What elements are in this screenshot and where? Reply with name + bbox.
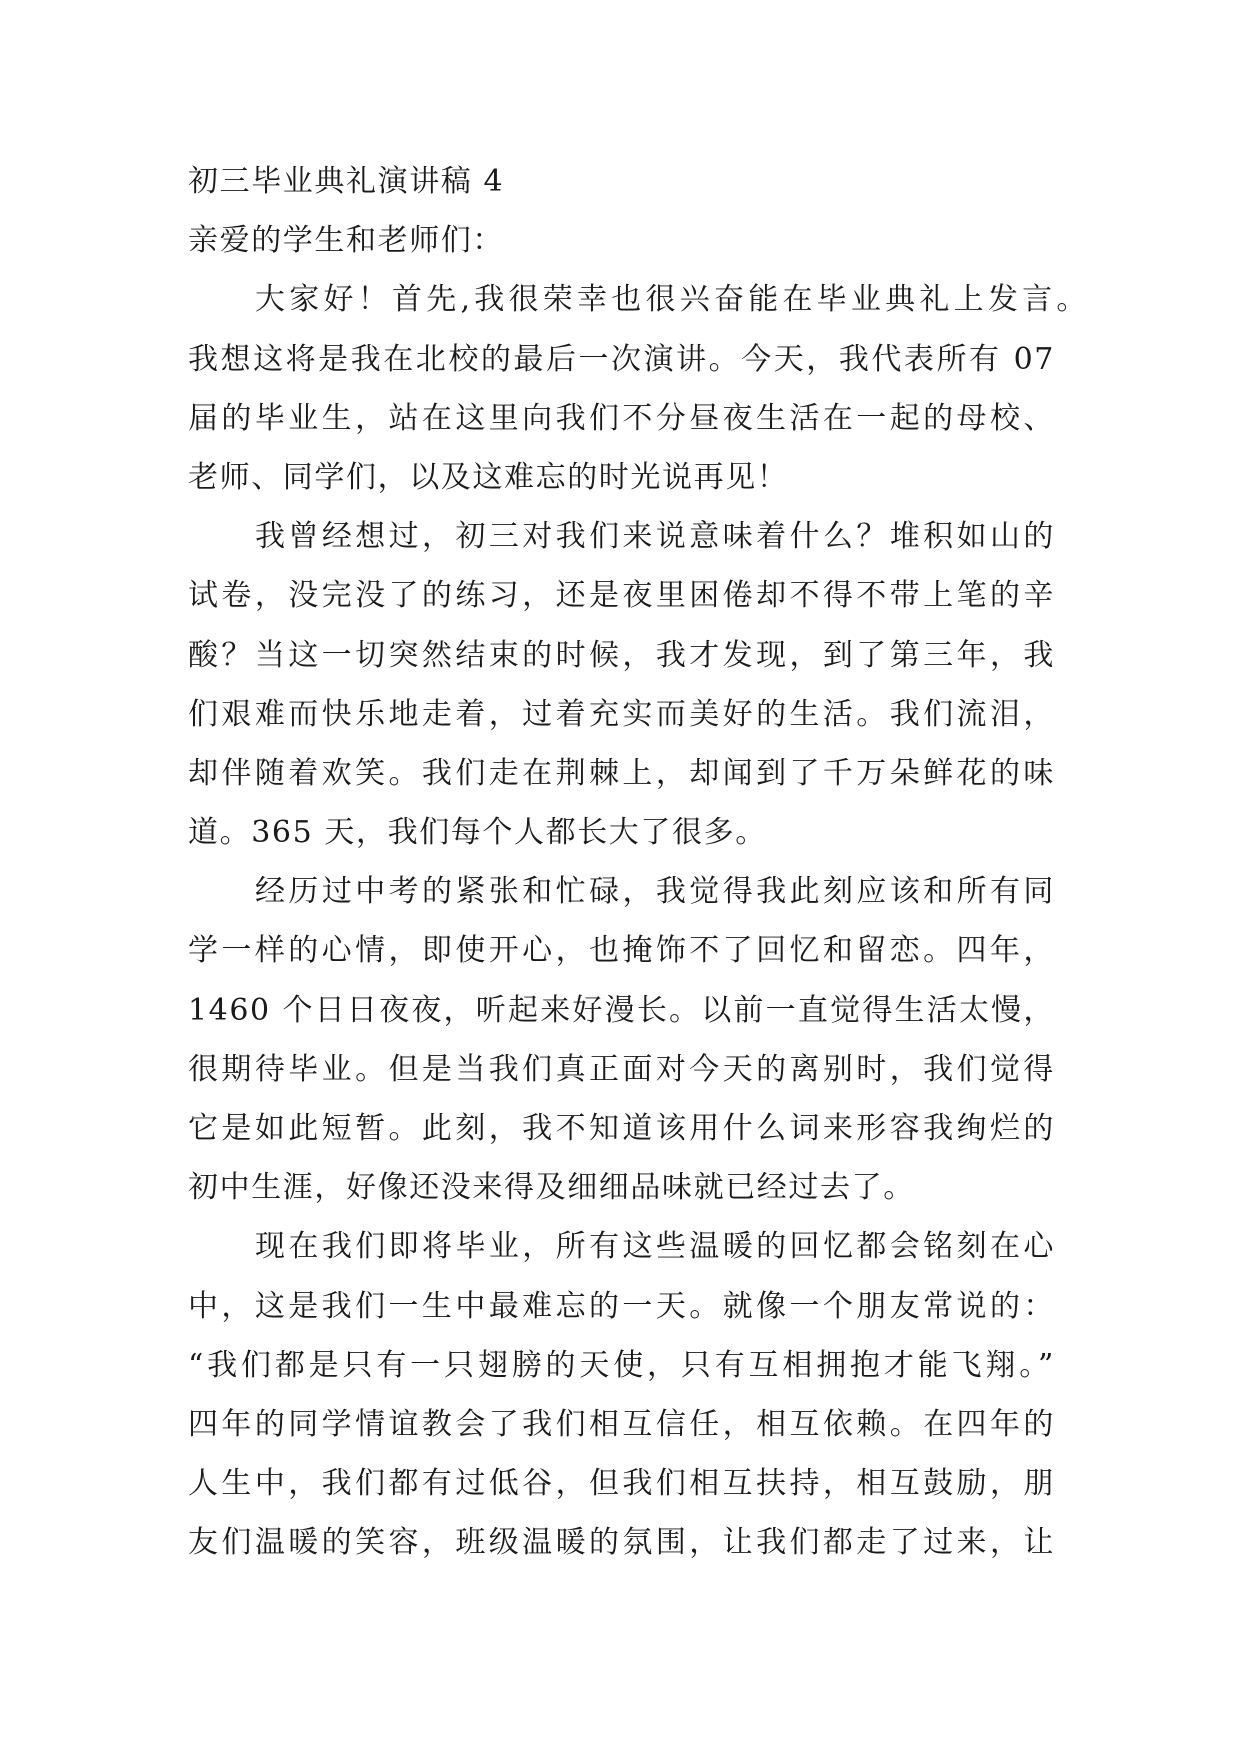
document-title: 初三毕业典礼演讲稿 4	[188, 164, 505, 199]
paragraph-line: 大家好！首先,我很荣幸也很兴奋能在毕业典礼上发言。	[255, 282, 1088, 318]
paragraph-line: 友们温暖的笑容，班级温暖的氛围，让我们都走了过来，让	[188, 1525, 1055, 1561]
salutation: 亲爱的学生和老师们：	[188, 223, 504, 259]
paragraph-line: 试卷，没完没了的练习，还是夜里困倦却不得不带上笔的辛	[188, 578, 1055, 614]
paragraph	[188, 507, 1055, 862]
paragraph-line: 1460 个日日夜夜，听起来好漫长。以前一直觉得生活太慢，	[188, 992, 1055, 1028]
paragraph-line: 届的毕业生，站在这里向我们不分昼夜生活在一起的母校、	[188, 400, 1055, 436]
paragraph-line: 我曾经想过，初三对我们来说意味着什么？堆积如山的	[255, 519, 1055, 555]
document-body	[188, 152, 1088, 1573]
paragraph-line: 酸？当这一切突然结束的时候，我才发现，到了第三年，我	[188, 637, 1055, 673]
paragraph-line: 老师、同学们，以及这难忘的时光说再见！	[188, 459, 789, 495]
paragraph-line: 人生中，我们都有过低谷，但我们相互扶持，相互鼓励，朋	[188, 1466, 1055, 1502]
paragraph	[188, 862, 1055, 1217]
paragraph-line: 它是如此短暂。此刻，我不知道该用什么词来形容我绚烂的	[188, 1111, 1055, 1146]
paragraph-line: 经历过中考的紧张和忙碌，我觉得我此刻应该和所有同	[255, 874, 1055, 910]
paragraph-line: 四年的同学情谊教会了我们相互信任，相互依赖。在四年的	[188, 1406, 1055, 1442]
paragraph-line: 现在我们即将毕业，所有这些温暖的回忆都会铭刻在心	[255, 1229, 1055, 1265]
paragraph-line: 们艰难而快乐地走着，过着充实而美好的生活。我们流泪，	[188, 696, 1055, 732]
paragraph-line: 很期待毕业。但是当我们真正面对今天的离别时，我们觉得	[188, 1051, 1055, 1087]
paragraph-line: 却伴随着欢笑。我们走在荆棘上，却闻到了千万朵鲜花的味	[188, 755, 1055, 791]
paragraph-line: 我想这将是我在北校的最后一次演讲。今天，我代表所有 07	[188, 341, 1055, 377]
paragraph-line: 中，这是我们一生中最难忘的一天。就像一个朋友常说的：	[188, 1288, 1055, 1324]
paragraph-line: “我们都是只有一只翅膀的天使，只有互相拥抱才能飞翔。”	[188, 1347, 1055, 1383]
paragraph	[188, 270, 1088, 507]
paragraph-line: 初中生涯，好像还没来得及细细品味就已经过去了。	[188, 1170, 915, 1206]
paragraph	[188, 1217, 1055, 1572]
paragraph-line: 学一样的心情，即使开心，也掩饰不了回忆和留恋。四年，	[188, 933, 1055, 969]
paragraph-line: 道。365 天，我们每个人都长大了很多。	[188, 815, 767, 851]
